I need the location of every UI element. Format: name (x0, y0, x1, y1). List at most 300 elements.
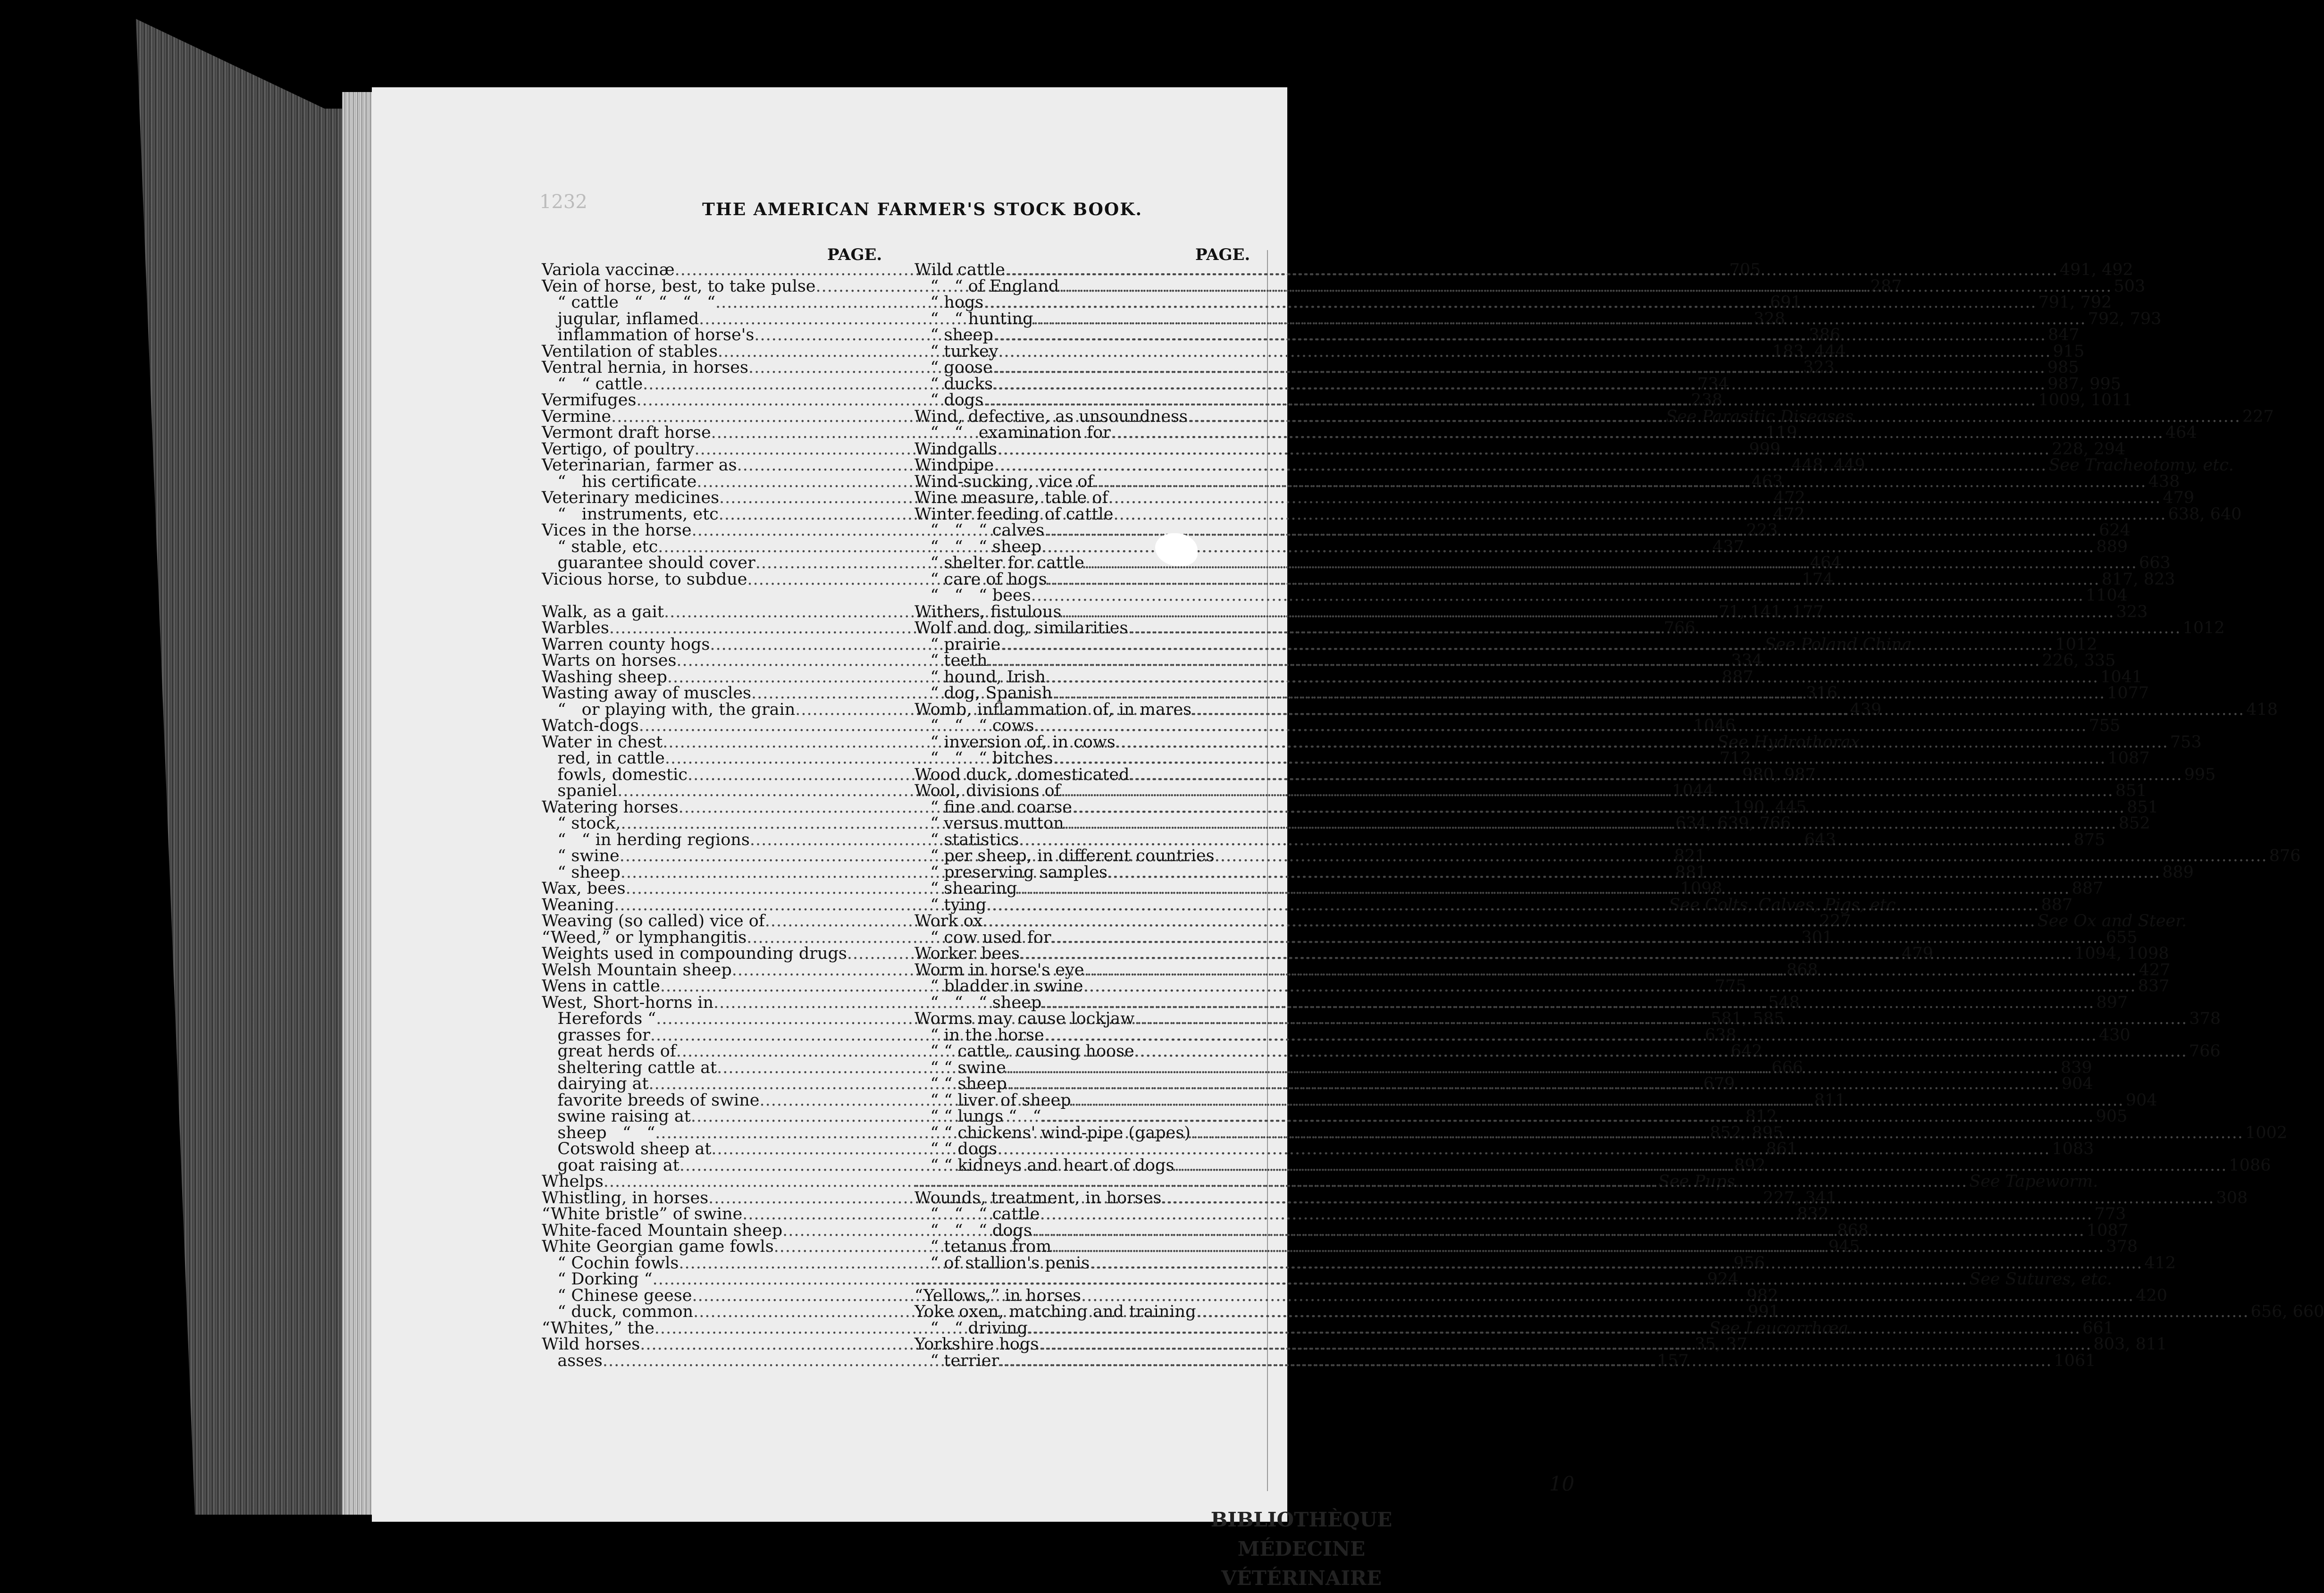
entry-page-ref: 691 (1770, 293, 1802, 312)
entry-page-ref: 904 (2125, 1090, 2157, 1110)
dot-leader (997, 1141, 2050, 1157)
entry-term: Worker bees (914, 944, 1020, 963)
entry-term: “ stock, (542, 814, 621, 833)
entry-term: Wild cattle (914, 260, 1005, 279)
stamp-line: BIBLIOTHÈQUE (1210, 1508, 1393, 1531)
entry-term: Wild horses (542, 1335, 640, 1354)
entry-term: “ prairie (914, 635, 1001, 654)
entry-term: “ “ of England (914, 277, 1059, 296)
entry-term: West, Short-horns in (542, 993, 714, 1012)
entry-page-ref: 889 (2096, 537, 2128, 556)
dot-leader (1061, 783, 2114, 799)
entry-page-ref: 190, 445 (1733, 797, 1807, 817)
entry-term: Warren county hogs (542, 635, 710, 654)
dot-leader (1072, 799, 2125, 816)
entry-page-ref: 999 (1749, 439, 1781, 459)
entry-term: Weights used in compounding drugs (542, 944, 847, 963)
entry-term: Winter feeding of cattle (914, 504, 1114, 524)
entry-page-ref: 1046 (1693, 716, 1736, 735)
handwritten-note: 10 (1549, 1472, 1575, 1495)
entry-term: Wounds, treatment, in horses (914, 1188, 1162, 1207)
entry-page-ref: 386 (1809, 326, 1841, 344)
entry-term: Warbles (542, 619, 609, 637)
entry-page-ref: 448, 449 (1791, 456, 1865, 475)
entry-page-ref: 904 (2061, 1074, 2093, 1093)
entry-term: “Yellows,” in horses (914, 1286, 1082, 1305)
entry-page-ref: 666 (1771, 1058, 1804, 1077)
entry-page-ref: 791, 792 (2038, 293, 2112, 312)
entry-term: Welsh Mountain sheep (542, 960, 732, 980)
entry-term: “ “ swine (914, 1058, 1006, 1077)
entry-term: “ “ “ cows (914, 716, 1034, 735)
entry-term: favorite breeds of swine (542, 1090, 760, 1110)
entry-term: Work ox (914, 912, 983, 931)
dot-leader (1128, 620, 2181, 637)
entry-term: Weaning (542, 895, 614, 914)
dot-leader (1051, 1239, 2104, 1255)
entry-page-ref: 430 (2098, 1025, 2131, 1045)
entry-page-ref: 991 (1748, 1302, 1779, 1321)
entry-page-ref: 1061 (2054, 1351, 2096, 1370)
dot-leader (999, 1353, 2052, 1369)
dot-leader (1017, 880, 2070, 897)
entry-page-ref: 1012 (2182, 619, 2225, 637)
entry-page-ref: 1044 (1672, 781, 1714, 800)
entry-page-ref: 876 (2269, 847, 2301, 865)
entry-page-ref: 420 (2136, 1286, 2167, 1305)
entry-page-ref: 463 (1751, 472, 1783, 491)
entry-term: jugular, inflamed (542, 309, 699, 328)
entry-term: “Weed,” or lymphangitis (542, 928, 747, 947)
entry-term: “ “ dogs (914, 1140, 998, 1158)
entry-term: “ fine and coarse (914, 797, 1073, 817)
entry-term: Whelps (542, 1172, 604, 1191)
entry-term: “ cattle “ “ “ “ (542, 293, 715, 312)
entry-page-ref: 887 (2041, 895, 2073, 914)
dot-leader (1053, 750, 2106, 767)
dot-leader (1020, 946, 2072, 962)
entry-page-ref: 157 (1657, 1351, 1689, 1370)
dot-leader (1044, 522, 2097, 539)
entry-term: “ “ lungs “ “ (914, 1107, 1041, 1126)
entry-term: Vermine (542, 407, 612, 426)
dot-leader (1191, 1125, 2243, 1141)
entry-term: Worm in horse's eye (914, 960, 1084, 980)
dot-leader (988, 653, 2040, 669)
dot-leader (1041, 539, 2094, 555)
entry-term: Warts on horses (542, 651, 677, 670)
entry-page-ref: 755 (2089, 716, 2121, 735)
entry-term: White-faced Mountain sheep (542, 1221, 783, 1240)
entry-page-ref: 1094, 1098 (2074, 944, 2169, 963)
entry-term: “ ducks (914, 374, 993, 394)
entry-page-ref: 334 (1731, 651, 1763, 670)
dot-leader (1064, 815, 2117, 832)
dot-leader (1031, 587, 2084, 604)
entry-page-ref: 174 (1802, 570, 1834, 589)
dot-leader (1107, 864, 2160, 881)
entry-page-ref: See Leucorrhœa. (1709, 1318, 1854, 1338)
entry-term: “ “ chickens' wind-pipe (gapes) (914, 1123, 1191, 1142)
entry-term: “ shelter for cattle (914, 553, 1084, 572)
entry-term: spaniel (542, 781, 618, 800)
entry-term: Ventilation of stables (542, 342, 718, 361)
dot-leader (914, 1271, 1967, 1288)
dot-leader (998, 344, 2051, 360)
page-number: 1232 (539, 191, 587, 213)
entry-term: “ shearing (914, 879, 1017, 898)
entry-page-ref: 773 (2094, 1205, 2126, 1224)
entry-page-ref: 887 (2072, 879, 2104, 898)
entry-page-ref: See Parasitic Diseases. (1666, 407, 1859, 426)
dot-leader (1000, 637, 2053, 653)
entry-page-ref: 887 (1722, 667, 1753, 687)
entry-term: “ “ driving (914, 1318, 1028, 1338)
entry-term: “ teeth (914, 651, 988, 670)
entry-page-ref: 378 (2189, 1009, 2221, 1028)
entry-page-ref: 868 (1786, 960, 1818, 980)
entry-term: “ preserving samples (914, 863, 1107, 882)
dot-leader (994, 457, 2047, 474)
entry-page-ref: 1104 (2085, 586, 2128, 605)
entry-page-ref: 638 (1704, 1025, 1737, 1045)
entry-page-ref: 323 (2116, 602, 2148, 621)
entry-page-ref: 868 (1837, 1221, 1869, 1240)
entry-page-ref: 439 (1850, 700, 1882, 719)
dot-leader (1108, 490, 2161, 506)
running-title: THE AMERICAN FARMER'S STOCK BOOK. (702, 200, 1143, 219)
dot-leader (1062, 604, 2114, 620)
dot-leader (1134, 1011, 2187, 1027)
entry-page-ref: 847 (2047, 326, 2080, 344)
entry-page-ref: 479 (2163, 488, 2195, 507)
dot-leader (1116, 734, 2168, 751)
entry-term: “ dog, Spanish (914, 684, 1053, 703)
entry-page-ref: 766 (2189, 1042, 2221, 1061)
entry-page-ref: 811 (1814, 1090, 1846, 1110)
entry-page-ref: 1009, 1011 (2038, 391, 2133, 410)
entry-term: “ “ hunting (914, 309, 1033, 328)
entry-term: Watering horses (542, 797, 679, 817)
entry-term: Wind-sucking, vice of (914, 472, 1094, 491)
entry-term: “ or playing with, the grain (542, 700, 796, 719)
entry-term: Weaving (so called) vice of (542, 912, 765, 931)
entry-term: White Georgian game fowls (542, 1237, 774, 1256)
entry-term: “ in the horse (914, 1025, 1044, 1045)
entry-page-ref: 985 (2047, 358, 2079, 377)
entry-page-ref: 766 (1663, 619, 1695, 637)
entry-page-ref: See Pups. (1658, 1172, 1741, 1191)
entry-page-ref: 119 (1765, 423, 1797, 442)
entry-page-ref: 1083 (2052, 1140, 2094, 1158)
entry-page-ref: 437 (1712, 537, 1745, 556)
entry-page-ref: See Tracheotomy, etc. (2048, 456, 2234, 475)
entry-term: guarantee should cover (542, 553, 755, 572)
entry-term: “ of stallion's penis (914, 1253, 1090, 1273)
entry-term: Vicious horse, to subdue (542, 570, 747, 589)
entry-page-ref: 679 (1703, 1074, 1735, 1093)
entry-term: asses (542, 1351, 603, 1370)
entry-page-ref: 301 (1801, 928, 1833, 947)
entry-term: “ “ liver of sheep (914, 1090, 1071, 1110)
entry-term: Worms may cause lockjaw (914, 1009, 1135, 1028)
entry-term: “ versus mutton (914, 814, 1064, 833)
dot-leader (1041, 995, 2094, 1011)
entry-term: Washing sheep (542, 667, 667, 687)
entry-term: “ sheep (914, 326, 993, 344)
dot-leader (1039, 1336, 2091, 1353)
dot-leader (1046, 669, 2098, 686)
entry-page-ref: 223 (1746, 521, 1778, 540)
entry-term: Vices in the horse (542, 521, 692, 540)
entry-page-ref: 35, 37 (1695, 1335, 1747, 1354)
entry-page-ref: 1002 (2245, 1123, 2288, 1142)
entry-term: Vein of horse, best, to take pulse (542, 277, 816, 296)
dot-leader (1215, 848, 2267, 864)
entry-term: “ hound, Irish (914, 667, 1046, 687)
entry-term: goat raising at (542, 1156, 680, 1175)
entry-page-ref: See Hydrothorax. (1717, 732, 1865, 752)
entry-page-ref: 837 (2138, 977, 2170, 996)
entry-term: Wax, bees (542, 879, 626, 898)
entry-page-ref: 472 (1773, 504, 1805, 524)
entry-page-ref: 851 (2115, 781, 2147, 800)
entry-term: “ tying (914, 895, 987, 914)
entry-term: “White bristle” of swine (542, 1205, 743, 1224)
entry-term: Windpipe (914, 456, 994, 475)
entry-page-ref: 464 (1810, 553, 1842, 572)
dot-leader (1130, 767, 2182, 783)
entry-term: “ per sheep, in different countries (914, 847, 1215, 865)
entry-page-ref: 839 (2060, 1058, 2092, 1077)
entry-term: “ duck, common (542, 1302, 694, 1321)
entry-page-ref: 832 (1797, 1205, 1829, 1224)
entry-term: Wine measure, table of (914, 488, 1108, 507)
entry-page-ref: 753 (2170, 732, 2202, 752)
entry-term: Wasting away of muscles (542, 684, 751, 703)
entry-page-ref: 634, 639, 766 (1675, 814, 1791, 833)
entry-term: Withers, fistulous (914, 602, 1062, 621)
entry-term: Wind, defective, as unsoundness (914, 407, 1188, 426)
dot-leader (914, 1174, 1967, 1190)
left-column-heading: PAGE. (827, 245, 882, 264)
entry-page-ref: 945 (1828, 1237, 1860, 1256)
entry-page-ref: 624 (2099, 521, 2131, 540)
entry-term: Ventral hernia, in horses (542, 358, 748, 377)
entry-page-ref: 661 (2082, 1318, 2114, 1338)
entry-term: Watch-dogs (542, 716, 639, 735)
entry-term: Womb, inflammation of, in mares (914, 700, 1192, 719)
entry-page-ref: 503 (2114, 277, 2146, 296)
entry-term: Wood duck, domesticated (914, 765, 1130, 784)
dot-leader (1188, 409, 2240, 425)
entry-page-ref: 980, 987 (1742, 765, 1816, 784)
entry-page-ref: 881 (1675, 863, 1707, 882)
entry-page-ref: 995 (2184, 765, 2216, 784)
entry-term: “ “ “ cattle (914, 1205, 1040, 1224)
right-column-heading: PAGE. (1195, 245, 1250, 264)
entry-term: sheltering cattle at (542, 1058, 717, 1077)
entry-page-ref: 812 (1745, 1107, 1777, 1126)
dot-leader (983, 913, 2036, 930)
entry-page-ref: 438 (2148, 472, 2180, 491)
dot-leader (1090, 1255, 2142, 1272)
entry-term: “ “ “ bees (914, 586, 1031, 605)
entry-term: Vermifuges (542, 391, 637, 410)
entry-term: “ “ “ dogs (914, 1221, 1032, 1240)
dot-leader (1006, 1060, 2059, 1076)
entry-page-ref: 1041 (2100, 667, 2143, 687)
dot-leader (1196, 1304, 2249, 1320)
entry-page-ref: 861 (1766, 1140, 1798, 1158)
entry-page-ref: 228, 294 (2052, 439, 2126, 459)
entry-term: “ instruments, etc (542, 504, 719, 524)
dot-leader (1134, 1043, 2187, 1060)
entry-page-ref: 656, 660 (2250, 1302, 2324, 1321)
entry-page-ref: 982 (1746, 1286, 1779, 1305)
entry-page-ref: 852, 895 (1710, 1123, 1784, 1142)
entry-term: Windgalls (914, 439, 998, 459)
entry-term: “ Dorking “ (542, 1270, 653, 1289)
entry-page-ref: 328 (1753, 309, 1786, 328)
entry-page-ref: 227, 341 (1763, 1188, 1837, 1207)
entry-term: inflammation of horse's (542, 326, 755, 344)
entry-page-ref: 581, 585 (1711, 1009, 1785, 1028)
entry-page-ref: See Poland China. (1764, 635, 1917, 654)
dot-leader (1044, 1027, 2097, 1044)
entry-term: red, in cattle (542, 749, 665, 768)
entry-term: “ “ examination for (914, 423, 1111, 442)
entry-page-ref: 956 (1733, 1253, 1765, 1273)
entry-term: “ “ “ sheep (914, 537, 1042, 556)
book-page (372, 87, 2324, 1590)
entry-page-ref: 71, 141, 177 (1719, 602, 1824, 621)
entry-term: “ Chinese geese (542, 1286, 692, 1305)
entry-term: “ care of hogs (914, 570, 1047, 589)
entry-term: Walk, as a gait (542, 602, 664, 621)
dot-leader (1041, 1108, 2094, 1125)
entry-page-ref: 792, 793 (2088, 309, 2162, 328)
entry-page-ref: 378 (2106, 1237, 2138, 1256)
dot-leader (1084, 962, 2137, 979)
entry-term: “ “ sheep (914, 1074, 1007, 1093)
entry-page-ref: 712 (1719, 749, 1751, 768)
entry-page-ref: 889 (2162, 863, 2194, 882)
entry-page-ref: 851 (2127, 797, 2158, 817)
entry-page-ref: 775 (1714, 977, 1746, 996)
entry-page-ref: 472 (1774, 488, 1805, 507)
entry-term: Yoke oxen, matching and training (914, 1302, 1196, 1321)
entry-page-ref: 491, 492 (2059, 260, 2133, 279)
entry-page-ref: 924 (1707, 1270, 1739, 1289)
entry-term: sheep “ “ (542, 1123, 655, 1142)
entry-term: Wens in cattle (542, 977, 660, 996)
stamp-line: MÉDECINE (1237, 1537, 1366, 1560)
dot-leader (1040, 1206, 2092, 1223)
dot-leader (1083, 978, 2136, 995)
entry-page-ref: 238 (1691, 391, 1723, 410)
entry-page-ref: 915 (2053, 342, 2085, 361)
entry-page-ref: 308 (2216, 1188, 2248, 1207)
dot-leader (1019, 832, 2072, 848)
entry-page-ref: 803, 811 (2093, 1335, 2167, 1354)
dot-leader (993, 327, 2046, 344)
entry-page-ref: 905 (2096, 1107, 2128, 1126)
entry-term: “ “ kidneys and heart of dogs (914, 1156, 1175, 1175)
entry-page-ref: 479 (1901, 944, 1933, 963)
dot-leader (986, 897, 2039, 914)
entry-term: “ his certificate (542, 472, 697, 491)
entry-term: “ inversion of, in cows (914, 732, 1116, 752)
entry-page-ref: 464 (2165, 423, 2197, 442)
dot-leader (1034, 718, 2087, 734)
entry-page-ref: 897 (2096, 993, 2128, 1012)
dot-leader (997, 441, 2050, 458)
entry-term: grasses for (542, 1025, 650, 1045)
dot-leader (1005, 262, 2058, 278)
entry-term: dairying at (542, 1074, 649, 1093)
entry-term: fowls, domestic (542, 765, 688, 784)
entry-term: “ cow used for (914, 928, 1051, 947)
entry-term: Cotswold sheep at (542, 1140, 712, 1158)
library-stamp (1202, 1505, 1401, 1593)
dot-leader (993, 360, 2046, 376)
entry-term: “ “ “ bitches (914, 749, 1053, 768)
entry-term: “ “ in herding regions (542, 830, 750, 849)
dot-leader (1033, 311, 2086, 327)
dot-leader (1191, 702, 2244, 718)
entry-term: “ Cochin fowls (542, 1253, 679, 1273)
entry-term: swine raising at (542, 1107, 691, 1126)
book-spine-edge (136, 19, 372, 1515)
entry-page-ref: 316 (1806, 684, 1837, 703)
entry-page-ref: 287 (1870, 277, 1902, 296)
entry-term: Wolf and dog, similarities (914, 619, 1128, 637)
dot-leader (1032, 1223, 2085, 1239)
dot-leader (1093, 474, 2146, 490)
entry-term: “ tetanus from (914, 1237, 1052, 1256)
entry-term: “ terrier (914, 1351, 999, 1370)
entry-term: “ dogs (914, 391, 984, 410)
entry-term: Yorkshire hogs (914, 1335, 1039, 1354)
entry-page-ref: See Sutures, etc. (1969, 1270, 2112, 1289)
entry-term: “ “ “ sheep (914, 993, 1042, 1012)
dot-leader (1071, 1092, 2124, 1109)
entry-page-ref: 1087 (2107, 749, 2150, 768)
entry-page-ref: 852 (2118, 814, 2150, 833)
entry-page-ref: 427 (2139, 960, 2171, 980)
index-entry (914, 586, 2128, 605)
entry-page-ref: 705 (1729, 260, 1761, 279)
entry-term: great herds of (542, 1042, 676, 1061)
dot-leader (1047, 571, 2100, 588)
page-edges (342, 92, 375, 1515)
entry-page-ref: 821 (1674, 847, 1706, 865)
entry-term: Wool, divisions of (914, 781, 1061, 800)
entry-page-ref: 1077 (2107, 684, 2149, 703)
entry-term: “Whites,” the (542, 1318, 654, 1338)
entry-page-ref: 663 (2139, 553, 2171, 572)
entry-term: “ “ cattle, causing hoose (914, 1042, 1134, 1061)
dot-leader (1028, 1320, 2081, 1337)
dot-leader (1174, 1157, 2227, 1174)
entry-term: Vermont draft horse (542, 423, 711, 442)
dot-leader (983, 294, 2036, 311)
entry-page-ref: 987, 995 (2047, 374, 2122, 394)
dot-leader (1059, 278, 2112, 295)
entry-page-ref: 412 (2144, 1253, 2176, 1273)
dot-leader (1113, 506, 2166, 523)
